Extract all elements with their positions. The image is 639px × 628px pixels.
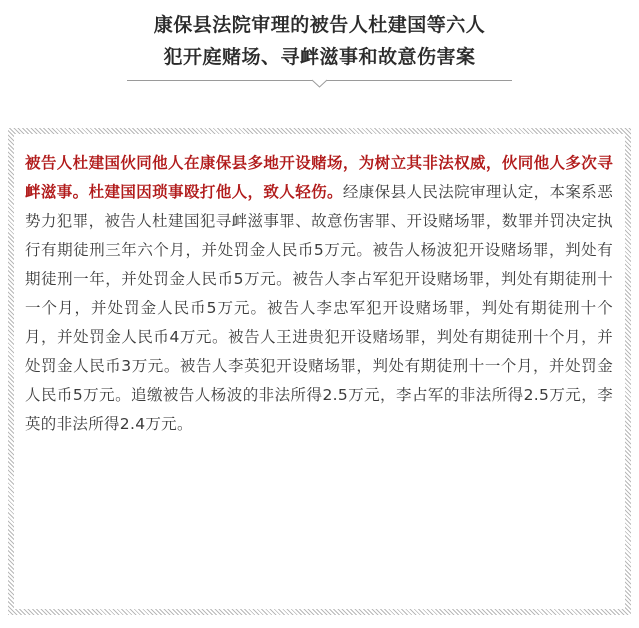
article-lead: 被告人杜建国伙同他人在康保县多地开设赌场，为树立其非法权威，伙同他人多次寻衅滋事。杜建国因琐事殴打他人，致人轻伤。: [25, 154, 613, 201]
article-title-line-2: 犯开庭赌场、寻衅滋事和故意伤害案: [163, 46, 476, 68]
article-body-text: 经康保县人民法院审理认定，本案系恶势力犯罪，被告人杜建国犯寻衅滋事罪、故意伤害罪、开设赌场罪，数罪并罚决定执行有期徒刑三年六个月，并处罚金人民币5万元。被告人杨波犯开设赌场罪，判处有期徒刑一年，并处罚金人民币5万元。被告人李占军犯开设赌场罪，判处有期徒刑十一个月，并处罚金人民币5万元。被告人李忠军犯开设赌场罪，判处有期徒刑十个月，并处罚金人民币4万元。被告人王进贵犯开设赌场罪，判处有期徒刑十个月，并处罚金人民币3万元。被告人李英犯开设赌场罪，判处有期徒刑十一个月，并处罚金人民币5万元。追缴被告人杨波的非法所得2.5万元，李占军的非法所得2.5万元，李英的非法所得2.4万元。: [25, 183, 613, 433]
title-divider-right: [327, 80, 512, 81]
chevron-down-icon: [311, 73, 328, 90]
article-header: [0, 0, 639, 92]
article-title: [0, 9, 639, 73]
article-title-line-1: 康保县法院审理的被告人杜建国等六人: [153, 14, 486, 36]
title-divider-left: [127, 80, 312, 81]
article-body: [25, 149, 613, 439]
